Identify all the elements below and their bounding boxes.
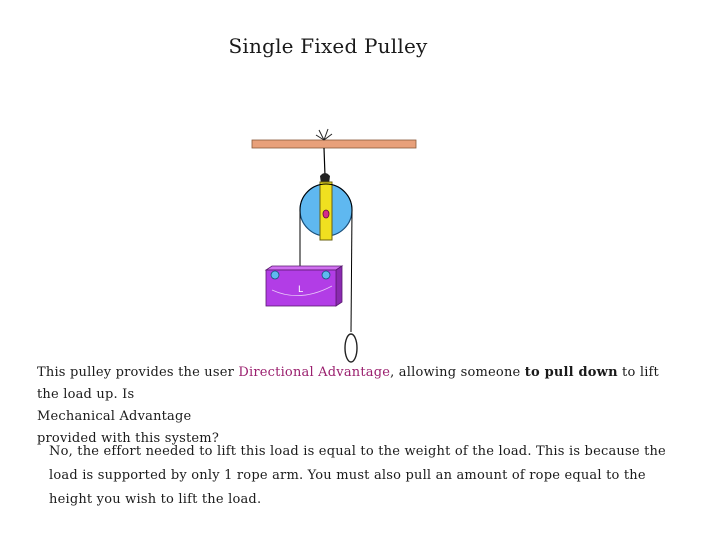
hanger-rope xyxy=(324,148,325,176)
rope-handle xyxy=(345,334,357,362)
load-hook-left xyxy=(271,271,279,279)
slide-title: Single Fixed Pulley xyxy=(228,34,428,58)
explanation-line-3: provided with this system? xyxy=(37,431,220,446)
ceiling-knot-icon xyxy=(316,129,332,140)
load-label: L xyxy=(298,285,304,295)
load-hook-right xyxy=(322,271,330,279)
ceiling-beam xyxy=(252,140,416,148)
explanation-text xyxy=(37,362,677,450)
rope-arm-effort xyxy=(351,210,352,332)
load-box xyxy=(266,266,342,306)
answer-text: No, the effort needed to lift this load is equal to the weight of the load. This is because the load is supported by only 1 rope arm. You must also pull an amount of rope equal to the height you wish to lift the load. xyxy=(49,444,666,507)
explanation-line-2: Mechanical Advantage xyxy=(37,409,192,424)
explanation-line-1: This pulley provides the user Directional Advantage, allowing someone to pull down to lift the load up. Is xyxy=(37,365,659,402)
pull-down-term: to pull down xyxy=(524,365,618,380)
pulley-axle xyxy=(323,210,329,218)
pulley-diagram xyxy=(240,120,430,370)
directional-advantage-term: Directional Advantage xyxy=(238,365,391,380)
